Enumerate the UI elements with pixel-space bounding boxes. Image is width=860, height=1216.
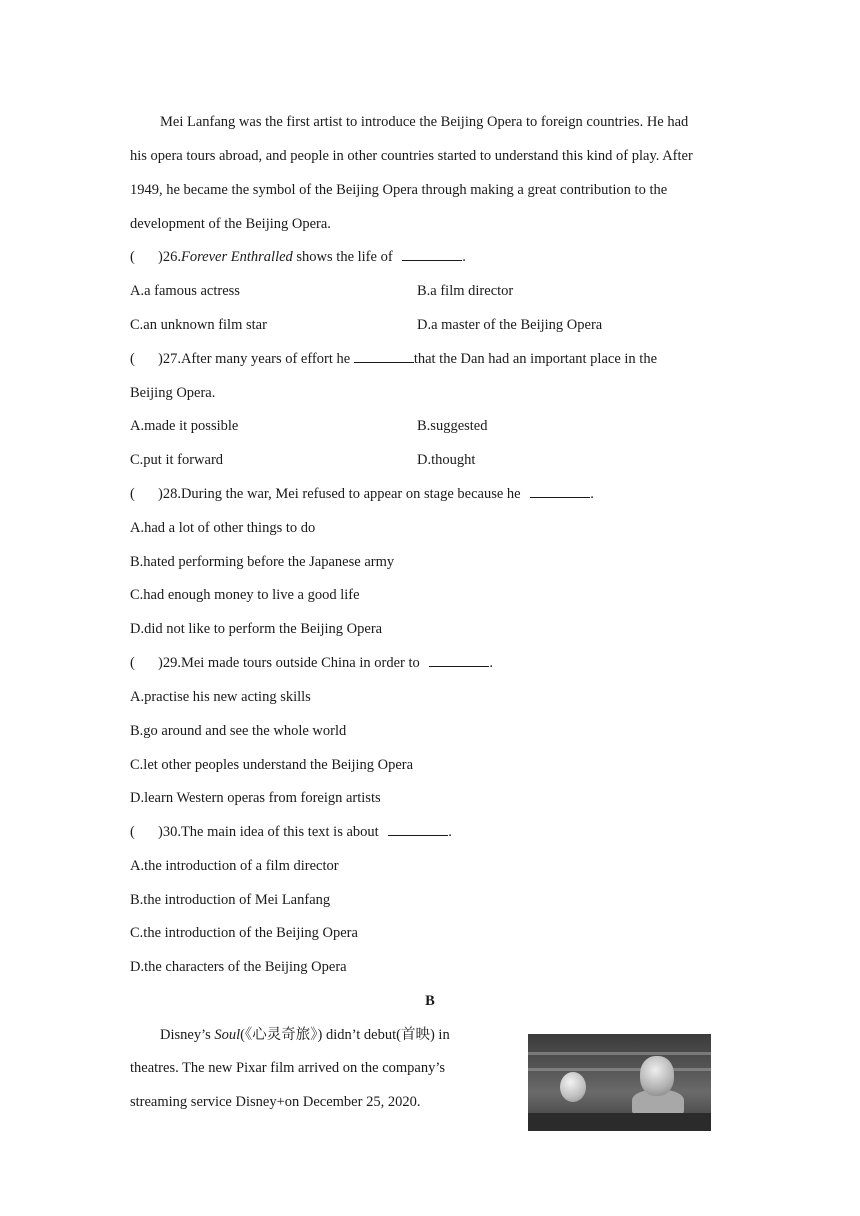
answer-paren: ( — [130, 824, 135, 840]
film-title: Soul — [214, 1027, 241, 1043]
film-title: Forever Enthralled — [180, 249, 293, 265]
character-figure — [560, 1072, 586, 1102]
question-28: ( )28.During the war, Mei refused to appear on stage because he . — [130, 486, 594, 502]
option-c: C.let other peoples understand the Beijing Opera — [130, 757, 414, 773]
answer-blank — [388, 823, 448, 836]
answer-blank — [429, 654, 489, 667]
option-d: D.the characters of the Beijing Opera — [130, 959, 347, 975]
soul-film-still-image — [528, 1034, 711, 1131]
option-c: C.an unknown film star — [130, 317, 267, 333]
option-c: C.put it forward — [130, 452, 224, 468]
option-c: C.had enough money to live a good life — [130, 587, 360, 603]
paragraph-line: development of the Beijing Opera. — [130, 216, 331, 232]
answer-blank — [354, 350, 414, 363]
option-b: B.go around and see the whole world — [130, 723, 347, 739]
paragraph-line: streaming service Disney+on December 25, 2020. — [130, 1094, 421, 1110]
paragraph-line: Mei Lanfang was the first artist to introduce the Beijing Opera to foreign countries. He had — [160, 114, 689, 130]
question-26: ( )26.Forever Enthralled shows the life of . — [130, 249, 466, 265]
question-27-cont: Beijing Opera. — [130, 385, 216, 401]
option-d: D.a master of the Beijing Opera — [417, 317, 603, 333]
option-d: D.thought — [417, 452, 476, 468]
option-b: B.a film director — [417, 283, 514, 299]
option-a: A.had a lot of other things to do — [130, 520, 316, 536]
answer-paren: ( — [130, 655, 135, 671]
question-27: ( )27.After many years of effort he that the Dan had an important place in the — [130, 351, 658, 367]
option-a: A.made it possible — [130, 418, 239, 434]
paragraph-line: 1949, he became the symbol of the Beijing Opera through making a great contribution to the — [130, 182, 668, 198]
option-b: B.suggested — [417, 418, 488, 434]
option-b: B.the introduction of Mei Lanfang — [130, 892, 331, 908]
answer-paren: ( — [130, 351, 135, 367]
question-29: ( )29.Mei made tours outside China in order to . — [130, 655, 494, 671]
option-b: B.hated performing before the Japanese army — [130, 554, 395, 570]
option-a: A.a famous actress — [130, 283, 240, 299]
paragraph-line: Disney’s Soul(《心灵奇旅》) didn’t debut(首映) in — [160, 1027, 450, 1043]
answer-paren: ( — [130, 486, 135, 502]
option-d: D.learn Western operas from foreign artists — [130, 790, 381, 806]
character-figure — [640, 1056, 674, 1096]
paragraph-line: theatres. The new Pixar film arrived on the company’s — [130, 1060, 446, 1076]
answer-blank — [530, 485, 590, 498]
option-a: A.practise his new acting skills — [130, 689, 311, 705]
answer-paren: ( — [130, 249, 135, 265]
question-30: ( )30.The main idea of this text is about . — [130, 824, 452, 840]
paragraph-line: his opera tours abroad, and people in other countries started to understand this kind of play. After — [130, 148, 693, 164]
option-d: D.did not like to perform the Beijing Opera — [130, 621, 383, 637]
answer-blank — [402, 248, 462, 261]
option-c: C.the introduction of the Beijing Opera — [130, 925, 358, 941]
option-a: A.the introduction of a film director — [130, 858, 339, 874]
section-heading: B — [425, 993, 435, 1009]
